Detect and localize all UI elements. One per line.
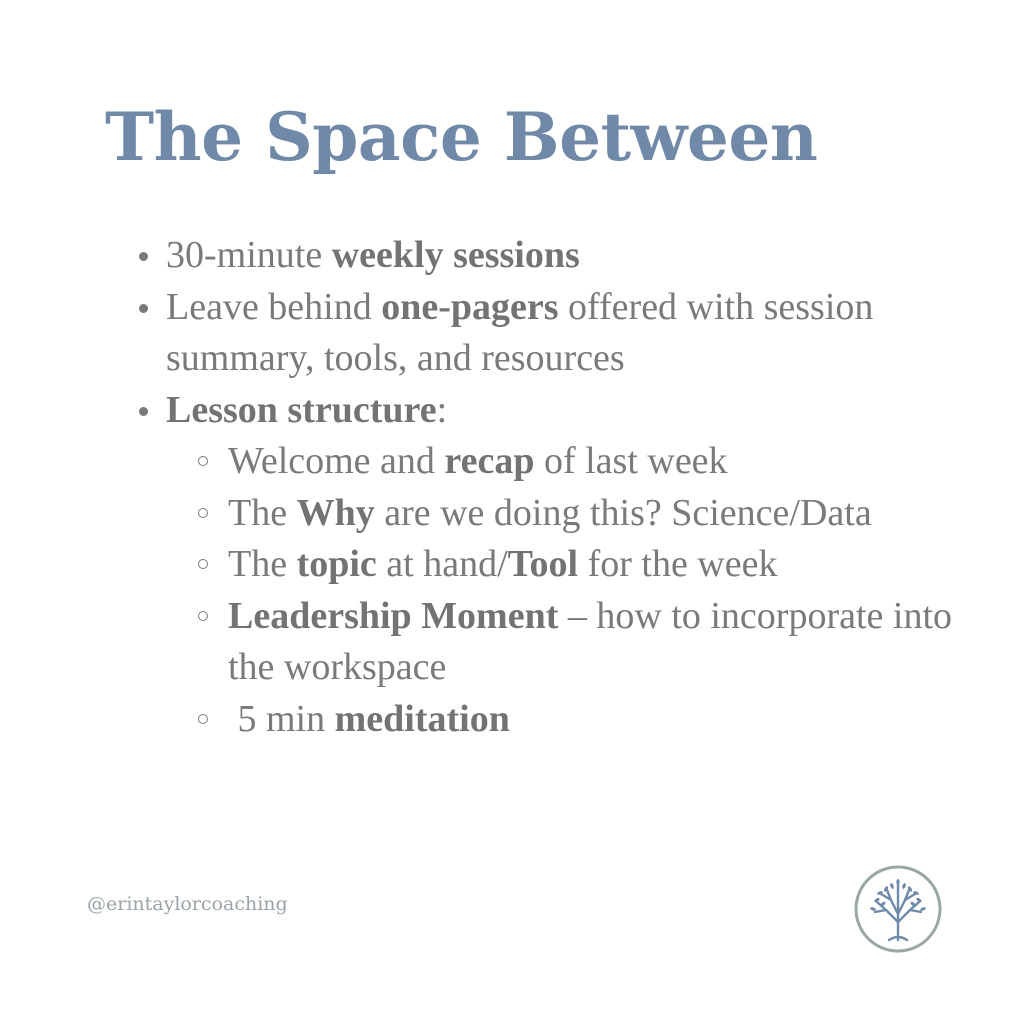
bullet-text <box>166 286 873 380</box>
text-segment-bold: topic <box>296 543 377 585</box>
text-segment: at hand/ <box>376 543 508 585</box>
text-segment: offered with session summary, tools, and resources <box>166 285 874 379</box>
bullet-text <box>228 543 778 585</box>
text-segment: The <box>228 491 297 534</box>
bullet-text <box>166 389 447 431</box>
social-handle: @erintaylorcoaching <box>87 893 288 915</box>
text-segment-bold: Why <box>296 491 375 534</box>
bullet-text <box>228 440 728 482</box>
text-segment: – how to incorporate into the workspace <box>228 594 953 688</box>
text-segment-bold: meditation <box>334 697 510 740</box>
bullet-text <box>228 492 872 534</box>
bullet-one-pagers <box>135 282 995 385</box>
text-segment-bold: Lesson structure <box>166 388 437 431</box>
text-segment-bold: Leadership Moment <box>228 594 559 637</box>
bullet-list <box>135 230 995 745</box>
bullet-lesson-structure <box>135 385 995 437</box>
text-segment: The <box>228 543 297 585</box>
sub-bullet-topic <box>135 539 995 591</box>
sub-bullet-why <box>135 488 995 540</box>
bullet-weekly-sessions <box>135 230 995 282</box>
text-segment: for the week <box>578 543 778 585</box>
text-segment: are we doing this? Science/Data <box>374 491 872 534</box>
text-segment: of last week <box>534 440 728 482</box>
text-segment: 30-minute <box>166 234 332 276</box>
text-segment-bold: recap <box>444 440 535 482</box>
text-segment-bold: Tool <box>507 543 579 585</box>
sub-bullet-leadership <box>135 591 995 694</box>
sub-bullet-meditation <box>135 694 995 746</box>
text-segment: Leave behind <box>166 285 382 328</box>
text-segment-bold: one-pagers <box>381 285 559 328</box>
bullet-text <box>166 234 580 276</box>
text-segment-bold: weekly sessions <box>331 234 580 276</box>
tree-logo-icon <box>853 864 943 954</box>
text-segment: : <box>436 388 448 431</box>
text-segment: 5 min <box>228 697 335 740</box>
bullet-text <box>228 698 510 740</box>
text-segment: Welcome and <box>228 440 445 482</box>
page-title: The Space Between <box>105 98 818 176</box>
bullet-text <box>228 595 952 689</box>
sub-bullet-welcome <box>135 436 995 488</box>
